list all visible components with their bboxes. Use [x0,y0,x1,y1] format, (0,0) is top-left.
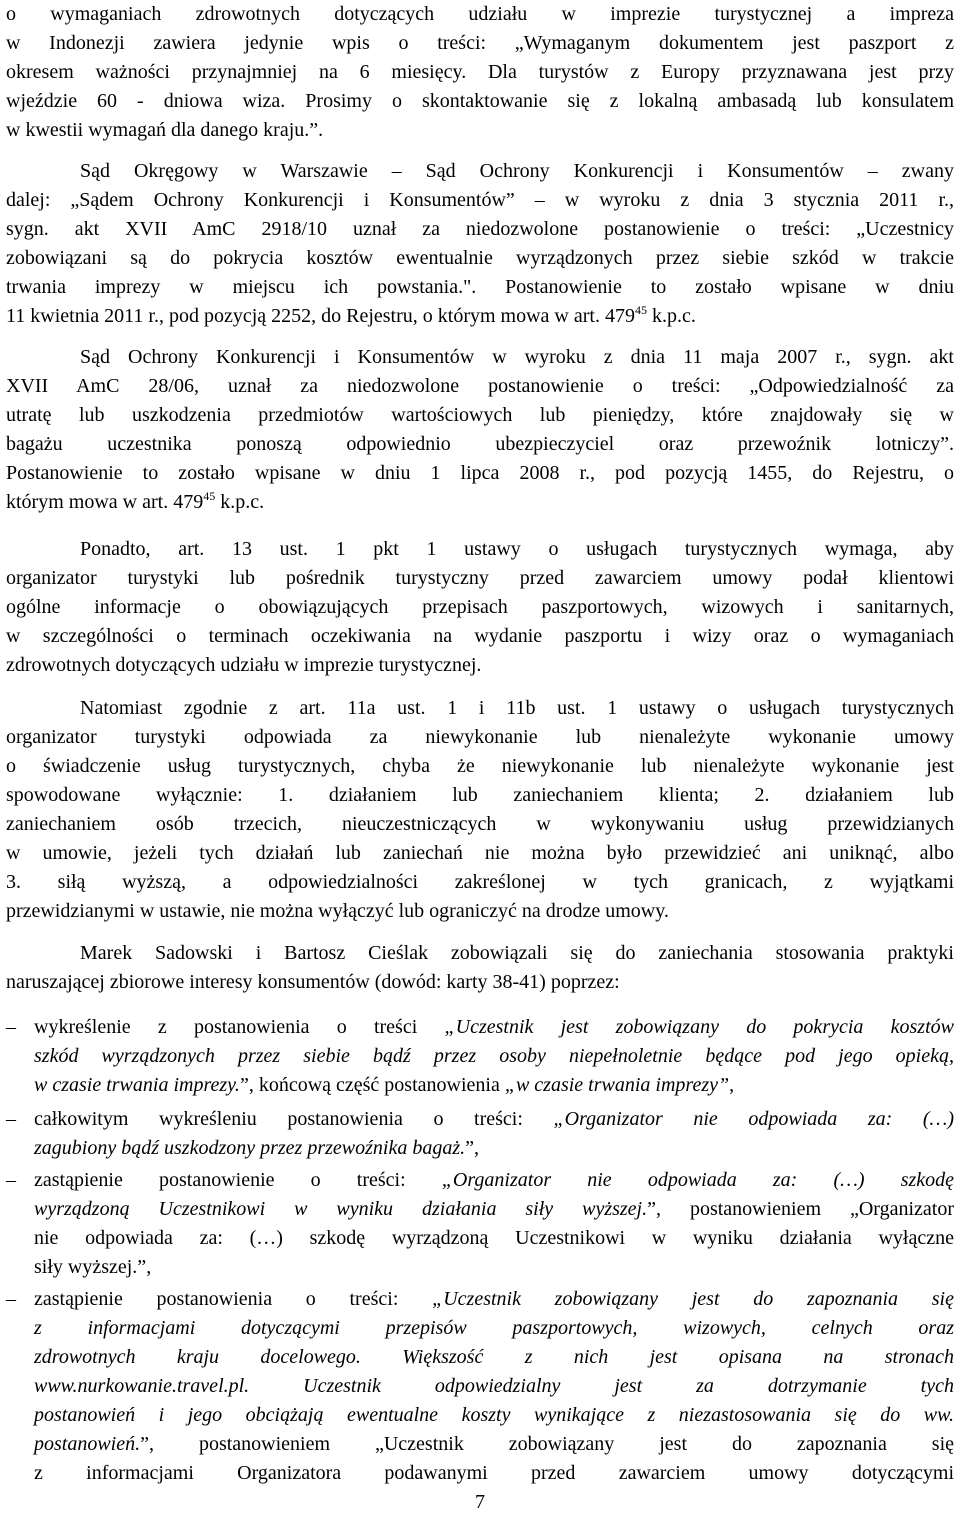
text-line [34,1343,954,1371]
italic-segment: zdrowotnych kraju docelowego. Większość z nich jest opisana na stronach [34,1346,954,1368]
bullet-dash: – [6,1288,16,1310]
text-segment: ”, końcową część postanowienia [239,1074,505,1096]
text-line [34,1372,954,1400]
text-segment: zastąpienie postanowienie o treści: [34,1169,442,1191]
text-line: okresem ważności przynajmniej na 6 miesięcy. Dla turystów z Europy przyznawana jest przy [6,61,954,83]
text-segment: ”, [465,1137,480,1159]
page-number: 7 [475,1491,485,1513]
text-line: sygn. akt XVII AmC 2918/10 uznał za niedozwolone postanowienie o treści: „Uczestnicy [6,218,954,240]
text-line [34,1042,954,1070]
text-line [34,1285,954,1313]
text-line [34,1401,954,1429]
bullet-dash: – [6,1016,16,1038]
text-line: ogólne informacje o obowiązujących przepisach paszportowych, wizowych i sanitarnych, [6,596,954,618]
text-line [6,302,954,330]
text-segment: ”, postanowieniem „Organizator [647,1198,955,1220]
text-line [34,1314,954,1342]
text-line: o świadczenie usług turystycznych, chyba że niewykonanie lub nienależyte wykonanie jest [6,755,954,777]
italic-segment: szkód wyrządzonych przez siebie bądź przez osoby niepełnoletnie będące pod jego opieką, [34,1045,954,1067]
text-line: Sąd Okręgowy w Warszawie – Sąd Ochrony Konkurencji i Konsumentów – zwany [80,160,954,182]
text-segment: ”, postanowieniem „Uczestnik zobowiązany jest do zapoznania się [140,1433,954,1455]
text-line: dalej: „Sądem Ochrony Konkurencji i Konsumentów” – w wyroku z dnia 3 stycznia 2011 r., [6,189,954,211]
text-line: spowodowane wyłącznie: 1. działaniem lub zaniechaniem klienta; 2. działaniem lub [6,784,954,806]
text-line: Marek Sadowski i Bartosz Cieślak zobowiązali się do zaniechania stosowania praktyki [80,942,954,964]
text-segment: całkowitym wykreśleniu postanowienia o treści: [34,1108,554,1130]
text-line: Sąd Ochrony Konkurencji i Konsumentów w wyroku z dnia 11 maja 2007 r., sygn. akt [80,346,954,368]
italic-segment: postanowień i jego obciążają ewentualne koszty wynikające z niezastosowania się do ww. [34,1404,954,1426]
text-line: naruszającej zbiorowe interesy konsumentów (dowód: karty 38-41) poprzez: [6,971,620,993]
text-segment: k.p.c. [215,491,265,513]
text-line: organizator turystyki lub pośrednik turystyczny przed zawarciem umowy podał klientowi [6,567,954,589]
text-segment: , [729,1074,735,1096]
text-line: nie odpowiada za: (…) szkodę wyrządzoną Uczestnikowi w wyniku działania wyłączne [34,1227,954,1249]
text-line: Ponadto, art. 13 ust. 1 pkt 1 ustawy o usługach turystycznych wymaga, aby [80,538,954,560]
italic-segment: w czasie trwania imprezy. [34,1074,240,1096]
text-line: Natomiast zgodnie z art. 11a ust. 1 i 11b ust. 1 ustawy o usługach turystycznych [80,697,954,719]
text-line: zaniechaniem osób trzecich, nieuczestniczących w wykonywaniu usług przewidzianych [6,813,954,835]
bullet-dash: – [6,1169,16,1191]
italic-segment: „Organizator nie odpowiada za: (…) [553,1108,954,1130]
italic-segment: www.nurkowanie.travel.pl. Uczestnik odpowiedzialny jest za dotrzymanie tych [34,1375,954,1397]
text-line: zobowiązani są do pokrycia kosztów ewentualnie wyrządzonych przez siebie szkód w trakcie [6,247,954,269]
text-line [34,1071,954,1099]
text-line [34,1134,954,1162]
text-line: bagażu uczestnika ponoszą odpowiednio ubezpieczyciel oraz przewoźnik lotniczy”. [6,433,954,455]
text-line: z informacjami Organizatora podawanymi przed zawarciem umowy dotyczącymi [34,1462,954,1484]
text-line [6,488,954,516]
text-segment: 11 kwietnia 2011 r., pod pozycją 2252, do Rejestru, o którym mowa w art. 479 [6,305,635,327]
text-line: utratę lub uszkodzenia przedmiotów wartościowych lub pieniędzy, które znajdowały się w [6,404,954,426]
text-line: zdrowotnych dotyczących udziału w imprezie turystycznej. [6,654,482,676]
text-line: Postanowienie to zostało wpisane w dniu 1 lipca 2008 r., pod pozycją 1455, do Rejestru, o [6,462,954,484]
italic-segment: „Organizator nie odpowiada za: (…) szkodę [441,1169,955,1191]
text-line: w kwestii wymagań dla danego kraju.”. [6,119,324,141]
text-segment: k.p.c. [646,305,696,327]
italic-segment: zagubiony bądź uszkodzony przez przewoźnika bagaż. [34,1137,466,1159]
superscript: 45 [203,489,216,503]
text-line: trwania imprezy w miejscu ich powstania.". Postanowienie to zostało wpisane w dniu [6,276,954,298]
text-line: przewidzianymi w ustawie, nie można wyłączyć lub ograniczyć na drodze umowy. [6,900,669,922]
italic-segment: postanowień. [34,1433,141,1455]
text-line: organizator turystyki odpowiada za niewykonanie lub nienależyte wykonanie umowy [6,726,954,748]
text-line: siły wyższej.”, [34,1256,152,1278]
text-line: XVII AmC 28/06, uznał za niedozwolone postanowienie o treści: „Odpowiedzialność za [6,375,954,397]
italic-segment: z informacjami dotyczącymi przepisów paszportowych, wizowych, celnych oraz [34,1317,954,1339]
text-line: 3. siłą wyższą, a odpowiedzialności zakreślonej w tych granicach, z wyjątkami [6,871,954,893]
text-segment: zastąpienie postanowienia o treści: [34,1288,433,1310]
text-line: w szczególności o terminach oczekiwania na wydanie paszportu i wizy oraz o wymaganiach [6,625,954,647]
italic-segment: „Uczestnik jest zobowiązany do pokrycia kosztów [444,1016,954,1038]
italic-segment: „w czasie trwania imprezy” [504,1074,730,1096]
text-line [34,1195,954,1223]
text-line [34,1013,954,1041]
bullet-dash: – [6,1108,16,1130]
text-line [34,1430,954,1458]
text-line [34,1166,954,1194]
superscript: 45 [634,303,647,317]
text-segment: wykreślenie z postanowienia o treści [34,1016,445,1038]
text-line: w Indonezji zawiera jedynie wpis o treści: „Wymaganym dokumentem jest paszport z [6,32,954,54]
text-line: o wymaganiach zdrowotnych dotyczących udziału w imprezie turystycznej a impreza [6,3,954,25]
text-line: wjeździe 60 - dniowa wiza. Prosimy o skontaktowanie się z lokalną ambasadą lub konsulatem [6,90,954,112]
text-line: w umowie, jeżeli tych działań lub zaniechań nie można było przewidzieć ani uniknąć, albo [6,842,954,864]
italic-segment: wyrządzoną Uczestnikowi w wyniku działania siły wyższej. [34,1198,648,1220]
text-segment: którym mowa w art. 479 [6,491,204,513]
text-line [34,1105,954,1133]
italic-segment: „Uczestnik zobowiązany jest do zapoznania się [432,1288,954,1310]
